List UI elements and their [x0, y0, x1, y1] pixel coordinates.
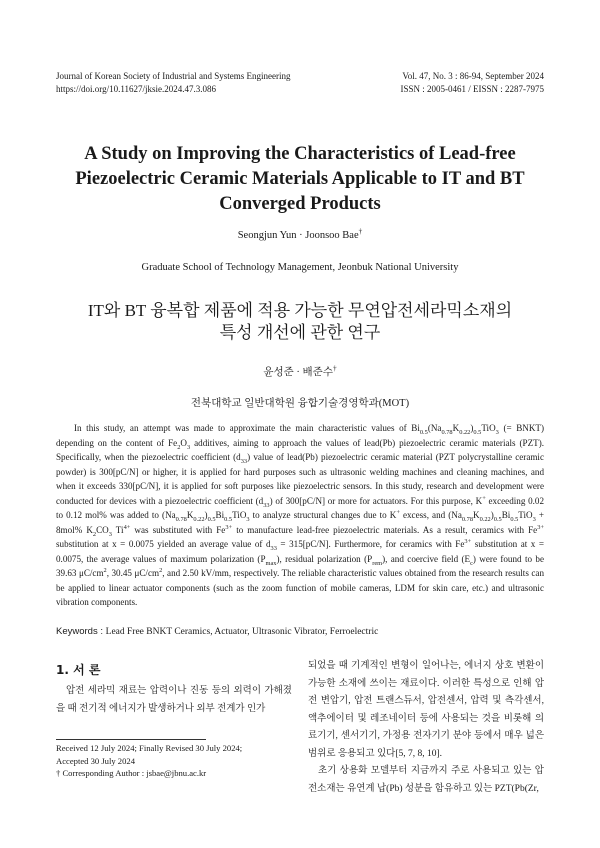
body-column-left [56, 683, 292, 718]
title-line-2: Piezoelectric Ceramic Materials Applicable to IT and BT [75, 169, 525, 189]
journal-header-left [56, 70, 290, 96]
affiliation-en: Graduate School of Technology Management, Jeonbuk National University [141, 262, 459, 273]
paper-title-ko [40, 300, 560, 344]
journal-header-right [400, 70, 544, 96]
doi-link[interactable]: https://doi.org/10.11627/jksie.2024.47.3.086 [56, 84, 217, 94]
keywords [56, 626, 378, 637]
intro-paragraph-continued: 되었을 때 기계적인 변형이 일어나는, 에너지 상호 변환이 가능한 소재에 쓰이는 재료이다. 이러한 특성으로 인해 압전 변압기, 압전 트랜스듀서, 압전센서, 압력 및 측각센서, 액추에이터 및 레조네이터 등에 사용되는 것을 비롯해 의료기기, 센서기기, 가정용 전자기기 분야 등에서 매우 넓은 범위로 응용되고 있다[5, 7, 8, 10]. [308, 661, 544, 759]
accepted-date: Accepted 30 July 2024 [56, 755, 135, 766]
affiliation-ko: 전북대학교 일반대학원 융합기술경영학과(MOT) [190, 398, 410, 409]
body-column-right [308, 658, 544, 798]
ko-title-line-1: IT와 BT 융복합 제품에 적용 가능한 무연압전세라믹소재의 [87, 301, 513, 320]
author-names-ko: 윤성준 · 배준수 [263, 367, 333, 378]
keywords-label: Keywords : [56, 626, 106, 637]
paper-title-en [40, 142, 560, 217]
journal-name: Journal of Korean Society of Industrial and Systems Engineering [56, 71, 291, 81]
title-line-1: A Study on Improving the Characteristics of Lead-free [84, 144, 516, 164]
section-heading-introduction: 1. 서 론 [56, 663, 101, 677]
title-line-3: Converged Products [219, 194, 381, 214]
keywords-text: Lead Free BNKT Ceramics, Actuator, Ultrasonic Vibrator, Ferroelectric [105, 627, 379, 637]
issn-info: ISSN : 2005-0461 / EISSN : 2287-7975 [400, 84, 544, 94]
corresponding-mark-ko: † [332, 363, 337, 373]
footnote [56, 742, 242, 780]
corresponding-mark: † [358, 226, 363, 236]
corresponding-author: † Corresponding Author : jsbae@jbnu.ac.kr [56, 768, 207, 778]
received-date: Received 12 July 2024; Finally Revised 30 July 2024; [56, 743, 243, 753]
abstract-paragraph: In this study, an attempt was made to approximate the main characteristic values of $Bi_{0.5}(Na_{0.78}K_{0.22})_{0.5}TiO_3$ (= BNKT) depending on the content of $Fe_2O_3$ additives, aiming to approach the values of lead(Pb) piezoelectric ceramic materials (PZT). Specifically, when the piezoelectric coefficient $(d_{33})$ value of lead(Pb) piezoelectric ceramic material (PZT polycrystalline ceramic powder) is 300[pC/N] or higher, it is applied for hard purposes such as ultrasonic welding machines and cleaning machines, and when it exceeds 330[pC/N], it is applied for soft purposes like piezoelectric sensors. In this study, research and development were conducted for devices with a piezoelectric coefficient $(d_{33})$ of 300[pC/N] or more for actuators. For this purpose, K+ exceeding 0.02 to 0.12 mol% was added to $(Na_{0.78}K_{0.22})_{0.5}Bi_{0.5}TiO_3$ to analyze structural changes due to K+ excess, and $(Na_{0.78}K_{0.22})_{0.5}Bi_{0.5}TiO_3 + 8mol\%$ $K_2CO_3$ $Ti^{4+}$ was substituted with $Fe^{3+}$ to manufacture lead-free piezoelectric materials. As a result, ceramics with $Fe^{3+}$ substitution at x = 0.0075 yielded an average value of $d_{33} = 315[pC/N]$. Furthermore, for ceramics with $Fe^{3+}$ substitution at x = 0.0075, the average values of maximum polarization $(P_{max})$, residual polarization $(P_{rem})$, and coercive field $(E_c)$ were found to be 39.63 $\mu C/cm^2$, 30.45 $\mu C/cm^2$, and 2.50 kV/mm, respectively. The reliable characteristic values obtained from the research results can be applied to linear actuator components (such as the zoom function of mobile cameras, LDM for skin care, etc.) and ultrasonic vibration components. [56, 423, 545, 607]
authors-ko [0, 364, 600, 379]
footnote-rule [56, 739, 206, 740]
volume-info: Vol. 47, No. 3 : 86-94, September 2024 [402, 71, 544, 81]
authors-en [0, 226, 600, 241]
author-names-en: Seongjun Yun · Joonsoo Bae [237, 230, 359, 241]
intro-paragraph-2: 초기 상용화 모델부터 지금까지 주로 사용되고 있는 압전소재는 유연계 납(Pb) 성분을 함유하고 있는 PZT(Pb(Zr, [308, 766, 544, 794]
ko-title-line-2: 특성 개선에 관한 연구 [219, 323, 381, 342]
abstract [56, 421, 544, 610]
intro-paragraph-1: 압전 세라믹 재료는 압력이나 진동 등의 외력이 가해졌을 때 전기적 에너지가 발생하거나 외부 전계가 인가 [56, 686, 292, 714]
